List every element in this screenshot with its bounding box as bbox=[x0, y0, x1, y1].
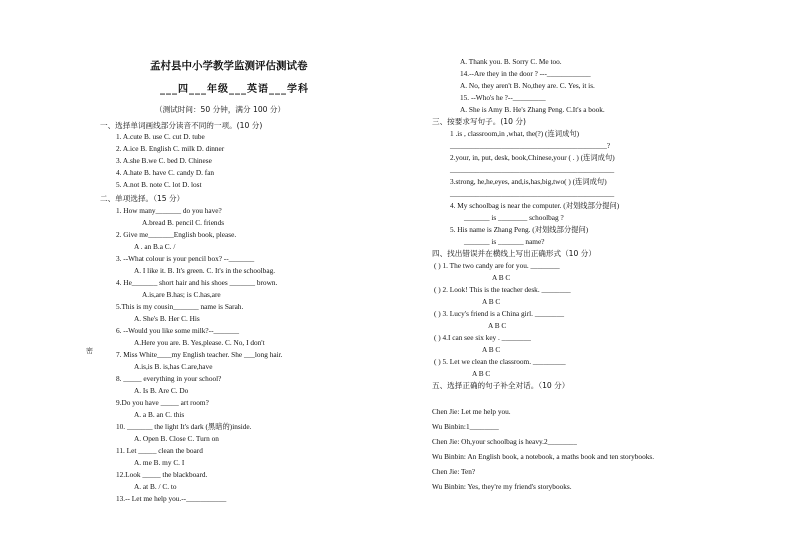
right-line: Chen Jie: Let me help you. bbox=[432, 407, 511, 416]
left-line: A. Open B. Close C. Turn on bbox=[134, 434, 219, 443]
right-line: ( ) 4.I can see six key . ________ bbox=[434, 333, 531, 342]
right-line: A. No, they aren't B. No,they are. C. Yes, it is. bbox=[460, 81, 595, 90]
left-line: 2. Give me_______English book, please. bbox=[116, 230, 237, 239]
left-line: 6. --Would you like some milk?--_______ bbox=[116, 326, 240, 335]
right-line: Wu Binbin: Yes, they're my friend's storybooks. bbox=[432, 482, 572, 491]
section-heading: 四、找出错误并在横线上写出正确形式（10 分） bbox=[432, 249, 596, 258]
left-line: 5. A.not B. note C. lot D. lost bbox=[116, 180, 202, 189]
left-line: 13.-- Let me help you.--___________ bbox=[116, 494, 227, 503]
right-line: 2.your, in, put, desk, book,Chinese,your ( . ) (连词成句) bbox=[450, 153, 615, 162]
right-line: A B C bbox=[492, 273, 511, 282]
left-line: 7. Miss White____my English teacher. She ___long hair. bbox=[116, 350, 283, 359]
left-line: 1. A.cute B. use C. cut D. tube bbox=[116, 132, 205, 141]
left-line: A. a B. an C. this bbox=[134, 410, 185, 419]
right-line: A B C bbox=[482, 297, 501, 306]
right-line: _____________________________________________ bbox=[450, 189, 615, 198]
left-line: 10. _______ the light It's dark (黑暗的)inside. bbox=[116, 422, 252, 431]
left-line: 3. A.she B.we C. bed D. Chinese bbox=[116, 156, 212, 165]
section-heading: 一、选择单词画线部分读音不同的一项。(10 分) bbox=[100, 121, 263, 130]
left-line: A. me B. my C. I bbox=[134, 458, 185, 467]
right-line: A. Thank you. B. Sorry C. Me too. bbox=[460, 57, 562, 66]
left-line: 3. --What colour is your pencil box? --_______ bbox=[116, 254, 255, 263]
right-line: ( ) 2. Look! This is the teacher desk. ________ bbox=[434, 285, 571, 294]
left-line: A. She's B. Her C. His bbox=[134, 314, 200, 323]
right-line: Wu Binbin:1________ bbox=[432, 422, 499, 431]
right-line: _______ is _______ name? bbox=[464, 237, 545, 246]
left-line: 5.This is my cousin_______ name is Sarah. bbox=[116, 302, 244, 311]
right-line: 3.strong, he,he,eyes, and,is,has,big,two( ) (连词成句) bbox=[450, 177, 607, 186]
section-heading: 三、按要求写句子。(10 分) bbox=[432, 117, 526, 126]
left-line: A . an B.a C. / bbox=[134, 242, 176, 251]
left-line: A. I like it. B. It's green. C. It's in the schoolbag. bbox=[134, 266, 276, 275]
right-line: Chen Jie: Ten? bbox=[432, 467, 476, 476]
right-line: A. She is Amy B. He's Zhang Peng. C.It's a book. bbox=[460, 105, 605, 114]
right-line: 4. My schoolbag is near the computer. (对划线部分提问) bbox=[450, 201, 620, 210]
binding-mark: 密 bbox=[86, 347, 93, 355]
left-line: A. at B. / C. to bbox=[134, 482, 177, 491]
right-line: ( ) 5. Let we clean the classroom. _________ bbox=[434, 357, 566, 366]
right-line: 5. His name is Zhang Peng. (对划线部分提问) bbox=[450, 225, 589, 234]
exam-info: （测试时间：50 分钟，满分 100 分） bbox=[155, 105, 286, 114]
left-line: 9.Do you have _____ art room? bbox=[116, 398, 209, 407]
right-line: _____________________________________________ bbox=[450, 165, 615, 174]
left-line: A.Here you are. B. Yes,please. C. No, I don't bbox=[134, 338, 265, 347]
right-line: 1 .is , classroom,in ,what, the(?) (连词成句) bbox=[450, 129, 580, 138]
right-line: A B C bbox=[472, 369, 491, 378]
exam-title: 孟村县中小学教学监测评估测试卷 bbox=[150, 60, 308, 72]
left-line: 2. A.ice B. English C. milk D. dinner bbox=[116, 144, 225, 153]
section-heading: 二、单项选择。（15 分） bbox=[100, 194, 185, 203]
left-line: 1. How many_______ do you have? bbox=[116, 206, 222, 215]
right-line: Chen Jie: Oh,your schoolbag is heavy.2________ bbox=[432, 437, 577, 446]
exam-subtitle: ___四___年级___英语___学科 bbox=[160, 84, 309, 95]
right-line: _______ is ________ schoolbag ? bbox=[464, 213, 564, 222]
left-line: A.is,is B. is,has C.are,have bbox=[134, 362, 213, 371]
right-line: ___________________________________________? bbox=[450, 141, 611, 150]
left-line: 4. A.hate B. have C. candy D. fan bbox=[116, 168, 215, 177]
right-line: Wu Binbin: An English book, a notebook, a maths book and ten storybooks. bbox=[432, 452, 655, 461]
left-line: 4. He_______ short hair and his shoes _______ brown. bbox=[116, 278, 278, 287]
right-line: A B C bbox=[488, 321, 507, 330]
right-line: ( ) 3. Lucy's friend is a China girl. ________ bbox=[434, 309, 565, 318]
left-line: A. Is B. Are C. Do bbox=[134, 386, 189, 395]
right-line: ( ) 1. The two candy are for you. ________ bbox=[434, 261, 560, 270]
section-heading: 五、选择正确的句子补全对话。（10 分） bbox=[432, 381, 570, 390]
left-line: 12.Look _____ the blackboard. bbox=[116, 470, 208, 479]
left-line: 8. _____ everything in your school? bbox=[116, 374, 222, 383]
left-line: A.bread B. pencil C. friends bbox=[142, 218, 225, 227]
right-line: 15. --Who's he ?--_________ bbox=[460, 93, 546, 102]
left-line: 11. Let _____ clean the board bbox=[116, 446, 203, 455]
right-line: 14.--Are they in the door ? ---____________ bbox=[460, 69, 591, 78]
left-line: A.is,are B.has; is C.has,are bbox=[142, 290, 221, 299]
right-line: A B C bbox=[482, 345, 501, 354]
